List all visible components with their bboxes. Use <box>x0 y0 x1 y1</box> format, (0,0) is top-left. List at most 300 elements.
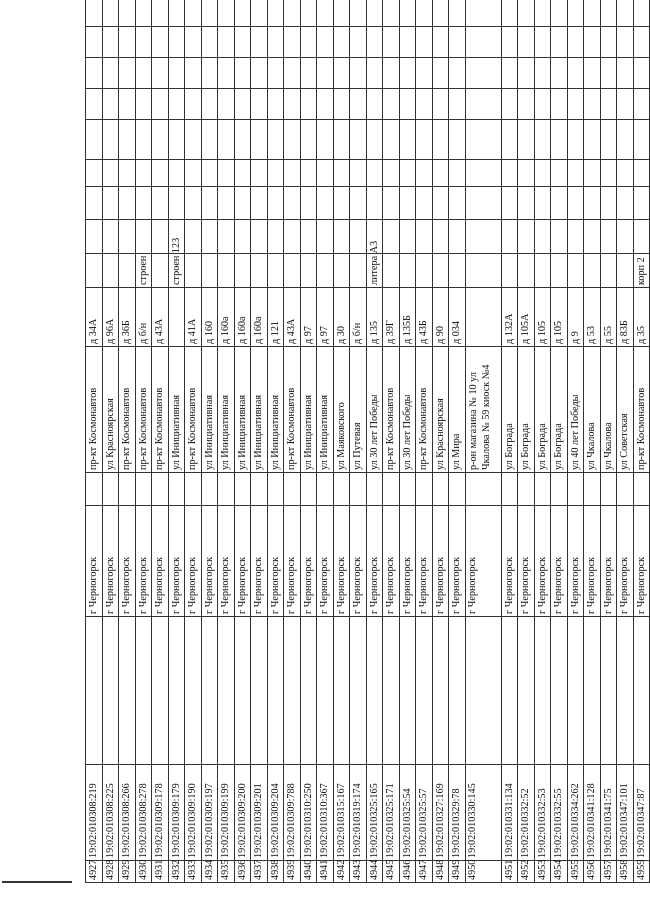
house-cell: д 96А <box>102 288 119 347</box>
empty-cell <box>218 0 235 27</box>
empty-cell <box>201 160 218 187</box>
empty-cell <box>416 0 433 27</box>
table-row <box>416 0 433 883</box>
building-cell <box>300 254 317 288</box>
empty-cell <box>201 120 218 160</box>
note-cell <box>185 220 202 254</box>
empty-cell <box>366 187 383 220</box>
house-cell <box>168 288 185 347</box>
building-cell <box>119 254 136 288</box>
building-cell <box>617 254 634 288</box>
house-cell: д 35 <box>633 288 650 347</box>
note-cell <box>300 220 317 254</box>
house-cell: д 160 <box>201 288 218 347</box>
empty-cell <box>168 120 185 160</box>
empty-cell <box>102 0 119 27</box>
city-cell: г Черногорск <box>350 506 367 617</box>
empty-cell <box>119 187 136 220</box>
house-cell: д 132А <box>501 288 518 347</box>
empty-cell <box>185 0 202 27</box>
empty-cell <box>284 0 301 27</box>
empty-cell <box>551 120 568 160</box>
empty-cell <box>399 187 416 220</box>
street-cell: ул Бограда <box>551 347 568 473</box>
cadastral-number-cell: 19:02:010309:197 <box>201 765 218 861</box>
empty-cell <box>135 0 152 27</box>
empty-cell <box>300 473 317 506</box>
empty-cell <box>534 617 551 765</box>
empty-cell <box>584 58 601 89</box>
empty-cell <box>465 0 501 27</box>
house-cell: д 135 <box>366 288 383 347</box>
note-cell <box>617 220 634 254</box>
city-cell: г Черногорск <box>333 506 350 617</box>
note-cell <box>584 220 601 254</box>
empty-cell <box>201 27 218 58</box>
empty-cell <box>350 473 367 506</box>
empty-cell <box>168 473 185 506</box>
empty-cell <box>366 0 383 27</box>
city-cell: г Черногорск <box>465 506 501 617</box>
empty-cell <box>284 27 301 58</box>
empty-cell <box>551 617 568 765</box>
house-cell: д 105А <box>518 288 535 347</box>
empty-cell <box>551 187 568 220</box>
cadastral-number-cell: 19:02:010329:78 <box>449 765 466 861</box>
empty-cell <box>501 0 518 27</box>
registry-rows <box>86 0 650 883</box>
empty-cell <box>267 187 284 220</box>
empty-cell <box>86 617 103 765</box>
empty-cell <box>551 27 568 58</box>
house-cell: д 43А <box>152 288 169 347</box>
row-number-cell: 4934 <box>201 861 218 883</box>
empty-cell <box>399 617 416 765</box>
street-cell: ул Маяковского <box>333 347 350 473</box>
empty-cell <box>152 473 169 506</box>
building-cell <box>201 254 218 288</box>
street-cell: пр-кт Космонавтов <box>135 347 152 473</box>
empty-cell <box>251 617 268 765</box>
empty-cell <box>234 617 251 765</box>
empty-cell <box>432 58 449 89</box>
cadastral-number-cell: 19:02:010341:128 <box>584 765 601 861</box>
empty-cell <box>86 27 103 58</box>
empty-cell <box>102 187 119 220</box>
empty-cell <box>317 473 334 506</box>
empty-cell <box>267 27 284 58</box>
footer-line <box>2 881 72 883</box>
cadastral-number-cell: 19:02:010347:87 <box>633 765 650 861</box>
house-cell: д 160а <box>218 288 235 347</box>
empty-cell <box>501 27 518 58</box>
building-cell <box>501 254 518 288</box>
city-cell: г Черногорск <box>383 506 400 617</box>
empty-cell <box>333 617 350 765</box>
table-row <box>152 0 169 883</box>
city-cell: г Черногорск <box>449 506 466 617</box>
empty-cell <box>119 120 136 160</box>
empty-cell <box>432 160 449 187</box>
empty-cell <box>218 473 235 506</box>
row-number-cell: 4933 <box>185 861 202 883</box>
empty-cell <box>119 0 136 27</box>
empty-cell <box>185 89 202 120</box>
empty-cell <box>366 160 383 187</box>
cadastral-number-cell: 19:02:010309:178 <box>152 765 169 861</box>
row-number-cell: 4955 <box>567 861 584 883</box>
empty-cell <box>584 160 601 187</box>
empty-cell <box>300 0 317 27</box>
table-row <box>383 0 400 883</box>
street-cell: ул Инициативная <box>267 347 284 473</box>
building-cell <box>86 254 103 288</box>
empty-cell <box>366 473 383 506</box>
house-cell: д 121 <box>267 288 284 347</box>
empty-cell <box>501 120 518 160</box>
cadastral-number-cell: 19:02:010309:179 <box>168 765 185 861</box>
empty-cell <box>449 120 466 160</box>
empty-cell <box>465 120 501 160</box>
empty-cell <box>86 473 103 506</box>
row-number-cell: 4944 <box>366 861 383 883</box>
note-cell <box>201 220 218 254</box>
table-row <box>218 0 235 883</box>
empty-cell <box>416 160 433 187</box>
cadastral-number-cell: 19:02:010308:266 <box>119 765 136 861</box>
empty-cell <box>218 120 235 160</box>
empty-cell <box>383 187 400 220</box>
building-cell <box>251 254 268 288</box>
empty-cell <box>267 58 284 89</box>
note-cell <box>350 220 367 254</box>
empty-cell <box>633 89 650 120</box>
empty-cell <box>300 58 317 89</box>
house-cell: д 30 <box>333 288 350 347</box>
empty-cell <box>600 0 617 27</box>
empty-cell <box>383 120 400 160</box>
empty-cell <box>185 187 202 220</box>
cadastral-number-cell: 19:02:010308:225 <box>102 765 119 861</box>
empty-cell <box>617 160 634 187</box>
empty-cell <box>600 89 617 120</box>
cadastral-number-cell: 19:02:010347:101 <box>617 765 634 861</box>
empty-cell <box>218 160 235 187</box>
building-cell <box>383 254 400 288</box>
cadastral-number-cell: 19:02:010309:788 <box>284 765 301 861</box>
empty-cell <box>152 160 169 187</box>
note-cell <box>501 220 518 254</box>
empty-cell <box>465 473 501 506</box>
empty-cell <box>234 473 251 506</box>
city-cell: г Черногорск <box>551 506 568 617</box>
empty-cell <box>432 617 449 765</box>
street-cell: ул Красноярская <box>432 347 449 473</box>
empty-cell <box>432 473 449 506</box>
empty-cell <box>534 58 551 89</box>
empty-cell <box>567 160 584 187</box>
empty-cell <box>518 27 535 58</box>
empty-cell <box>284 473 301 506</box>
empty-cell <box>86 160 103 187</box>
street-cell: ул Советская <box>617 347 634 473</box>
building-cell <box>317 254 334 288</box>
empty-cell <box>168 89 185 120</box>
empty-cell <box>534 473 551 506</box>
empty-cell <box>518 160 535 187</box>
building-cell <box>600 254 617 288</box>
table-row <box>551 0 568 883</box>
city-cell: г Черногорск <box>534 506 551 617</box>
note-cell <box>333 220 350 254</box>
empty-cell <box>119 617 136 765</box>
row-number-cell: 4950 <box>465 861 501 883</box>
empty-cell <box>383 89 400 120</box>
empty-cell <box>567 187 584 220</box>
note-cell <box>383 220 400 254</box>
empty-cell <box>135 617 152 765</box>
empty-cell <box>633 617 650 765</box>
empty-cell <box>383 160 400 187</box>
empty-cell <box>218 617 235 765</box>
empty-cell <box>86 0 103 27</box>
row-number-cell: 4945 <box>383 861 400 883</box>
empty-cell <box>135 160 152 187</box>
row-number-cell: 4948 <box>432 861 449 883</box>
city-cell: г Черногорск <box>168 506 185 617</box>
empty-cell <box>518 58 535 89</box>
row-number-cell: 4957 <box>600 861 617 883</box>
empty-cell <box>633 160 650 187</box>
empty-cell <box>317 89 334 120</box>
empty-cell <box>300 160 317 187</box>
city-cell: г Черногорск <box>234 506 251 617</box>
building-cell: литера А3 <box>366 254 383 288</box>
building-cell <box>432 254 449 288</box>
empty-cell <box>534 27 551 58</box>
empty-cell <box>135 58 152 89</box>
street-cell: пр-кт Космонавтов <box>383 347 400 473</box>
note-cell <box>218 220 235 254</box>
table-row <box>317 0 334 883</box>
empty-cell <box>333 0 350 27</box>
empty-cell <box>300 617 317 765</box>
cadastral-number-cell: 19:02:010331:134 <box>501 765 518 861</box>
street-cell: ул Чкалова <box>600 347 617 473</box>
house-cell: д 160а <box>251 288 268 347</box>
empty-cell <box>317 187 334 220</box>
empty-cell <box>152 617 169 765</box>
row-number-cell: 4941 <box>317 861 334 883</box>
empty-cell <box>267 120 284 160</box>
empty-cell <box>518 0 535 27</box>
table-row <box>284 0 301 883</box>
empty-cell <box>416 58 433 89</box>
registry-table <box>85 0 650 883</box>
empty-cell <box>168 0 185 27</box>
empty-cell <box>168 58 185 89</box>
street-cell: ул Инициативная <box>300 347 317 473</box>
note-cell <box>251 220 268 254</box>
note-cell <box>86 220 103 254</box>
street-cell: ул Инициативная <box>234 347 251 473</box>
empty-cell <box>317 58 334 89</box>
note-cell <box>449 220 466 254</box>
table-row <box>300 0 317 883</box>
empty-cell <box>251 473 268 506</box>
building-cell <box>518 254 535 288</box>
empty-cell <box>317 0 334 27</box>
city-cell: г Черногорск <box>366 506 383 617</box>
building-cell <box>551 254 568 288</box>
house-cell: д б/н <box>135 288 152 347</box>
building-cell <box>284 254 301 288</box>
cadastral-number-cell: 19:02:010325:54 <box>399 765 416 861</box>
empty-cell <box>366 27 383 58</box>
empty-cell <box>518 187 535 220</box>
empty-cell <box>383 58 400 89</box>
house-cell: д 90 <box>432 288 449 347</box>
house-cell: д 97 <box>300 288 317 347</box>
house-cell: д 41А <box>185 288 202 347</box>
street-cell: ул Бограда <box>518 347 535 473</box>
house-cell: д 97 <box>317 288 334 347</box>
street-cell: пр-кт Космонавтов <box>185 347 202 473</box>
empty-cell <box>567 89 584 120</box>
empty-cell <box>600 473 617 506</box>
empty-cell <box>501 473 518 506</box>
empty-cell <box>185 58 202 89</box>
empty-cell <box>102 617 119 765</box>
empty-cell <box>152 120 169 160</box>
table-row <box>201 0 218 883</box>
row-number-cell: 4939 <box>284 861 301 883</box>
street-cell: ул Инициативная <box>317 347 334 473</box>
empty-cell <box>416 473 433 506</box>
empty-cell <box>251 89 268 120</box>
house-cell: д 034 <box>449 288 466 347</box>
empty-cell <box>102 473 119 506</box>
empty-cell <box>333 187 350 220</box>
empty-cell <box>152 27 169 58</box>
empty-cell <box>432 120 449 160</box>
empty-cell <box>633 187 650 220</box>
empty-cell <box>185 473 202 506</box>
city-cell: г Черногорск <box>185 506 202 617</box>
city-cell: г Черногорск <box>317 506 334 617</box>
empty-cell <box>119 473 136 506</box>
empty-cell <box>218 27 235 58</box>
city-cell: г Черногорск <box>152 506 169 617</box>
empty-cell <box>350 120 367 160</box>
street-cell: пр-кт Космонавтов <box>119 347 136 473</box>
cadastral-number-cell: 19:02:010315:167 <box>333 765 350 861</box>
note-cell <box>284 220 301 254</box>
street-cell: ул Красноярская <box>102 347 119 473</box>
city-cell: г Черногорск <box>86 506 103 617</box>
row-number-cell: 4942 <box>333 861 350 883</box>
note-cell <box>432 220 449 254</box>
empty-cell <box>449 89 466 120</box>
empty-cell <box>383 0 400 27</box>
note-cell <box>551 220 568 254</box>
empty-cell <box>333 89 350 120</box>
empty-cell <box>119 160 136 187</box>
note-cell <box>102 220 119 254</box>
street-cell: пр-кт Космонавтов <box>284 347 301 473</box>
note-cell <box>518 220 535 254</box>
empty-cell <box>135 27 152 58</box>
empty-cell <box>416 120 433 160</box>
cadastral-number-cell: 19:02:010308:219 <box>86 765 103 861</box>
house-cell: д 39Г <box>383 288 400 347</box>
house-cell: д 105 <box>551 288 568 347</box>
empty-cell <box>251 120 268 160</box>
row-number-cell: 4932 <box>168 861 185 883</box>
empty-cell <box>617 617 634 765</box>
row-number-cell: 4943 <box>350 861 367 883</box>
empty-cell <box>234 160 251 187</box>
house-cell <box>465 288 501 347</box>
empty-cell <box>617 120 634 160</box>
empty-cell <box>416 187 433 220</box>
city-cell: г Черногорск <box>432 506 449 617</box>
house-cell: д 55 <box>600 288 617 347</box>
empty-cell <box>567 473 584 506</box>
empty-cell <box>600 617 617 765</box>
empty-cell <box>234 0 251 27</box>
house-cell: д 9 <box>567 288 584 347</box>
empty-cell <box>449 160 466 187</box>
building-cell <box>152 254 169 288</box>
empty-cell <box>300 89 317 120</box>
city-cell: г Черногорск <box>251 506 268 617</box>
empty-cell <box>584 0 601 27</box>
note-cell <box>416 220 433 254</box>
empty-cell <box>449 187 466 220</box>
empty-cell <box>383 473 400 506</box>
table-row <box>135 0 152 883</box>
house-cell: д 43А <box>284 288 301 347</box>
empty-cell <box>218 58 235 89</box>
row-number-cell: 4954 <box>551 861 568 883</box>
cadastral-number-cell: 19:02:010319:174 <box>350 765 367 861</box>
cadastral-number-cell: 19:02:010309:190 <box>185 765 202 861</box>
city-cell: г Черногорск <box>135 506 152 617</box>
row-number-cell: 4953 <box>534 861 551 883</box>
table-row <box>267 0 284 883</box>
city-cell: г Черногорск <box>300 506 317 617</box>
empty-cell <box>432 89 449 120</box>
cadastral-number-cell: 19:02:010309:200 <box>234 765 251 861</box>
empty-cell <box>534 89 551 120</box>
note-cell <box>267 220 284 254</box>
empty-cell <box>551 89 568 120</box>
empty-cell <box>465 58 501 89</box>
house-cell: д 36Б <box>119 288 136 347</box>
cadastral-number-cell: 19:02:010310:367 <box>317 765 334 861</box>
city-cell: г Черногорск <box>267 506 284 617</box>
empty-cell <box>399 58 416 89</box>
table-row <box>600 0 617 883</box>
street-cell: пр-кт Космонавтов <box>633 347 650 473</box>
note-cell <box>465 220 501 254</box>
empty-cell <box>534 120 551 160</box>
empty-cell <box>465 187 501 220</box>
building-cell: строен <box>135 254 152 288</box>
empty-cell <box>551 473 568 506</box>
row-number-cell: 4937 <box>251 861 268 883</box>
